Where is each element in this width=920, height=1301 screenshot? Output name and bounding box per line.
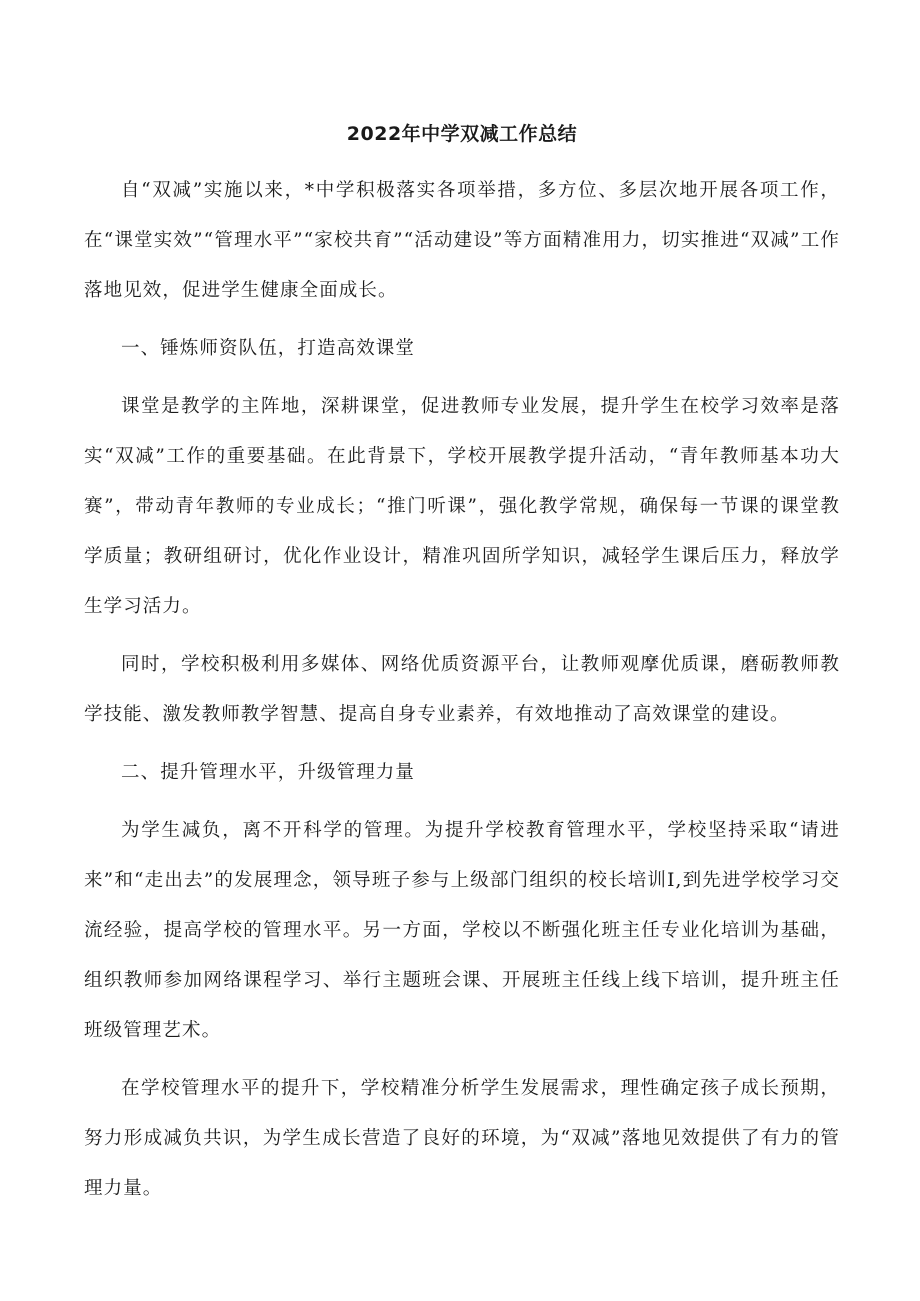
body-paragraph: 在学校管理水平的提升下，学校精准分析学生发展需求，理性确定孩子成长预期，努力形成减负共识，为学生成长营造了良好的环境，为“双减”落地见效提供了有力的管理力量。 [84, 1078, 840, 1199]
intro-paragraph: 自“双减”实施以来，*中学积极落实各项举措，多方位、多层次地开展各项工作，在“课堂实效”“管理水平”“家校共育”“活动建设”等方面精准用力，切实推进“双减”工作落地见效，促进学生健康全面成长。 [84, 180, 840, 301]
body-paragraph: 课堂是教学的主阵地，深耕课堂，促进教师专业发展，提升学生在校学习效率是落实“双减”工作的重要基础。在此背景下，学校开展教学提升活动，“青年教师基本功大赛”，带动青年教师的专业成长；“推门听课”，强化教学常规，确保每一节课的课堂教学质量；教研组研讨，优化作业设计，精准巩固所学知识，减轻学生课后压力，释放学生学习活力。 [84, 396, 840, 617]
document-title: 2022年中学双减工作总结 [346, 123, 578, 145]
section-heading-2: 二、提升管理水平，升级管理力量 [121, 762, 416, 783]
body-paragraph: 同时，学校积极利用多媒体、网络优质资源平台，让教师观摩优质课，磨砺教师教学技能、激发教师教学智慧、提高自身专业素养，有效地推动了高效课堂的建设。 [84, 654, 840, 725]
section-heading-1: 一、锤炼师资队伍，打造高效课堂 [121, 338, 416, 359]
body-paragraph: 为学生减负，离不开科学的管理。为提升学校教育管理水平，学校坚持采取“请进来”和“走出去”的发展理念，领导班子参与上级部门组织的校长培训I,到先进学校学习交流经验，提高学校的管理水平。另一方面，学校以不断强化班主任专业化培训为基础，组织教师参加网络课程学习、举行主题班会课、开展班主任线上线下培训，提升班主任班级管理艺术。 [84, 820, 840, 1041]
